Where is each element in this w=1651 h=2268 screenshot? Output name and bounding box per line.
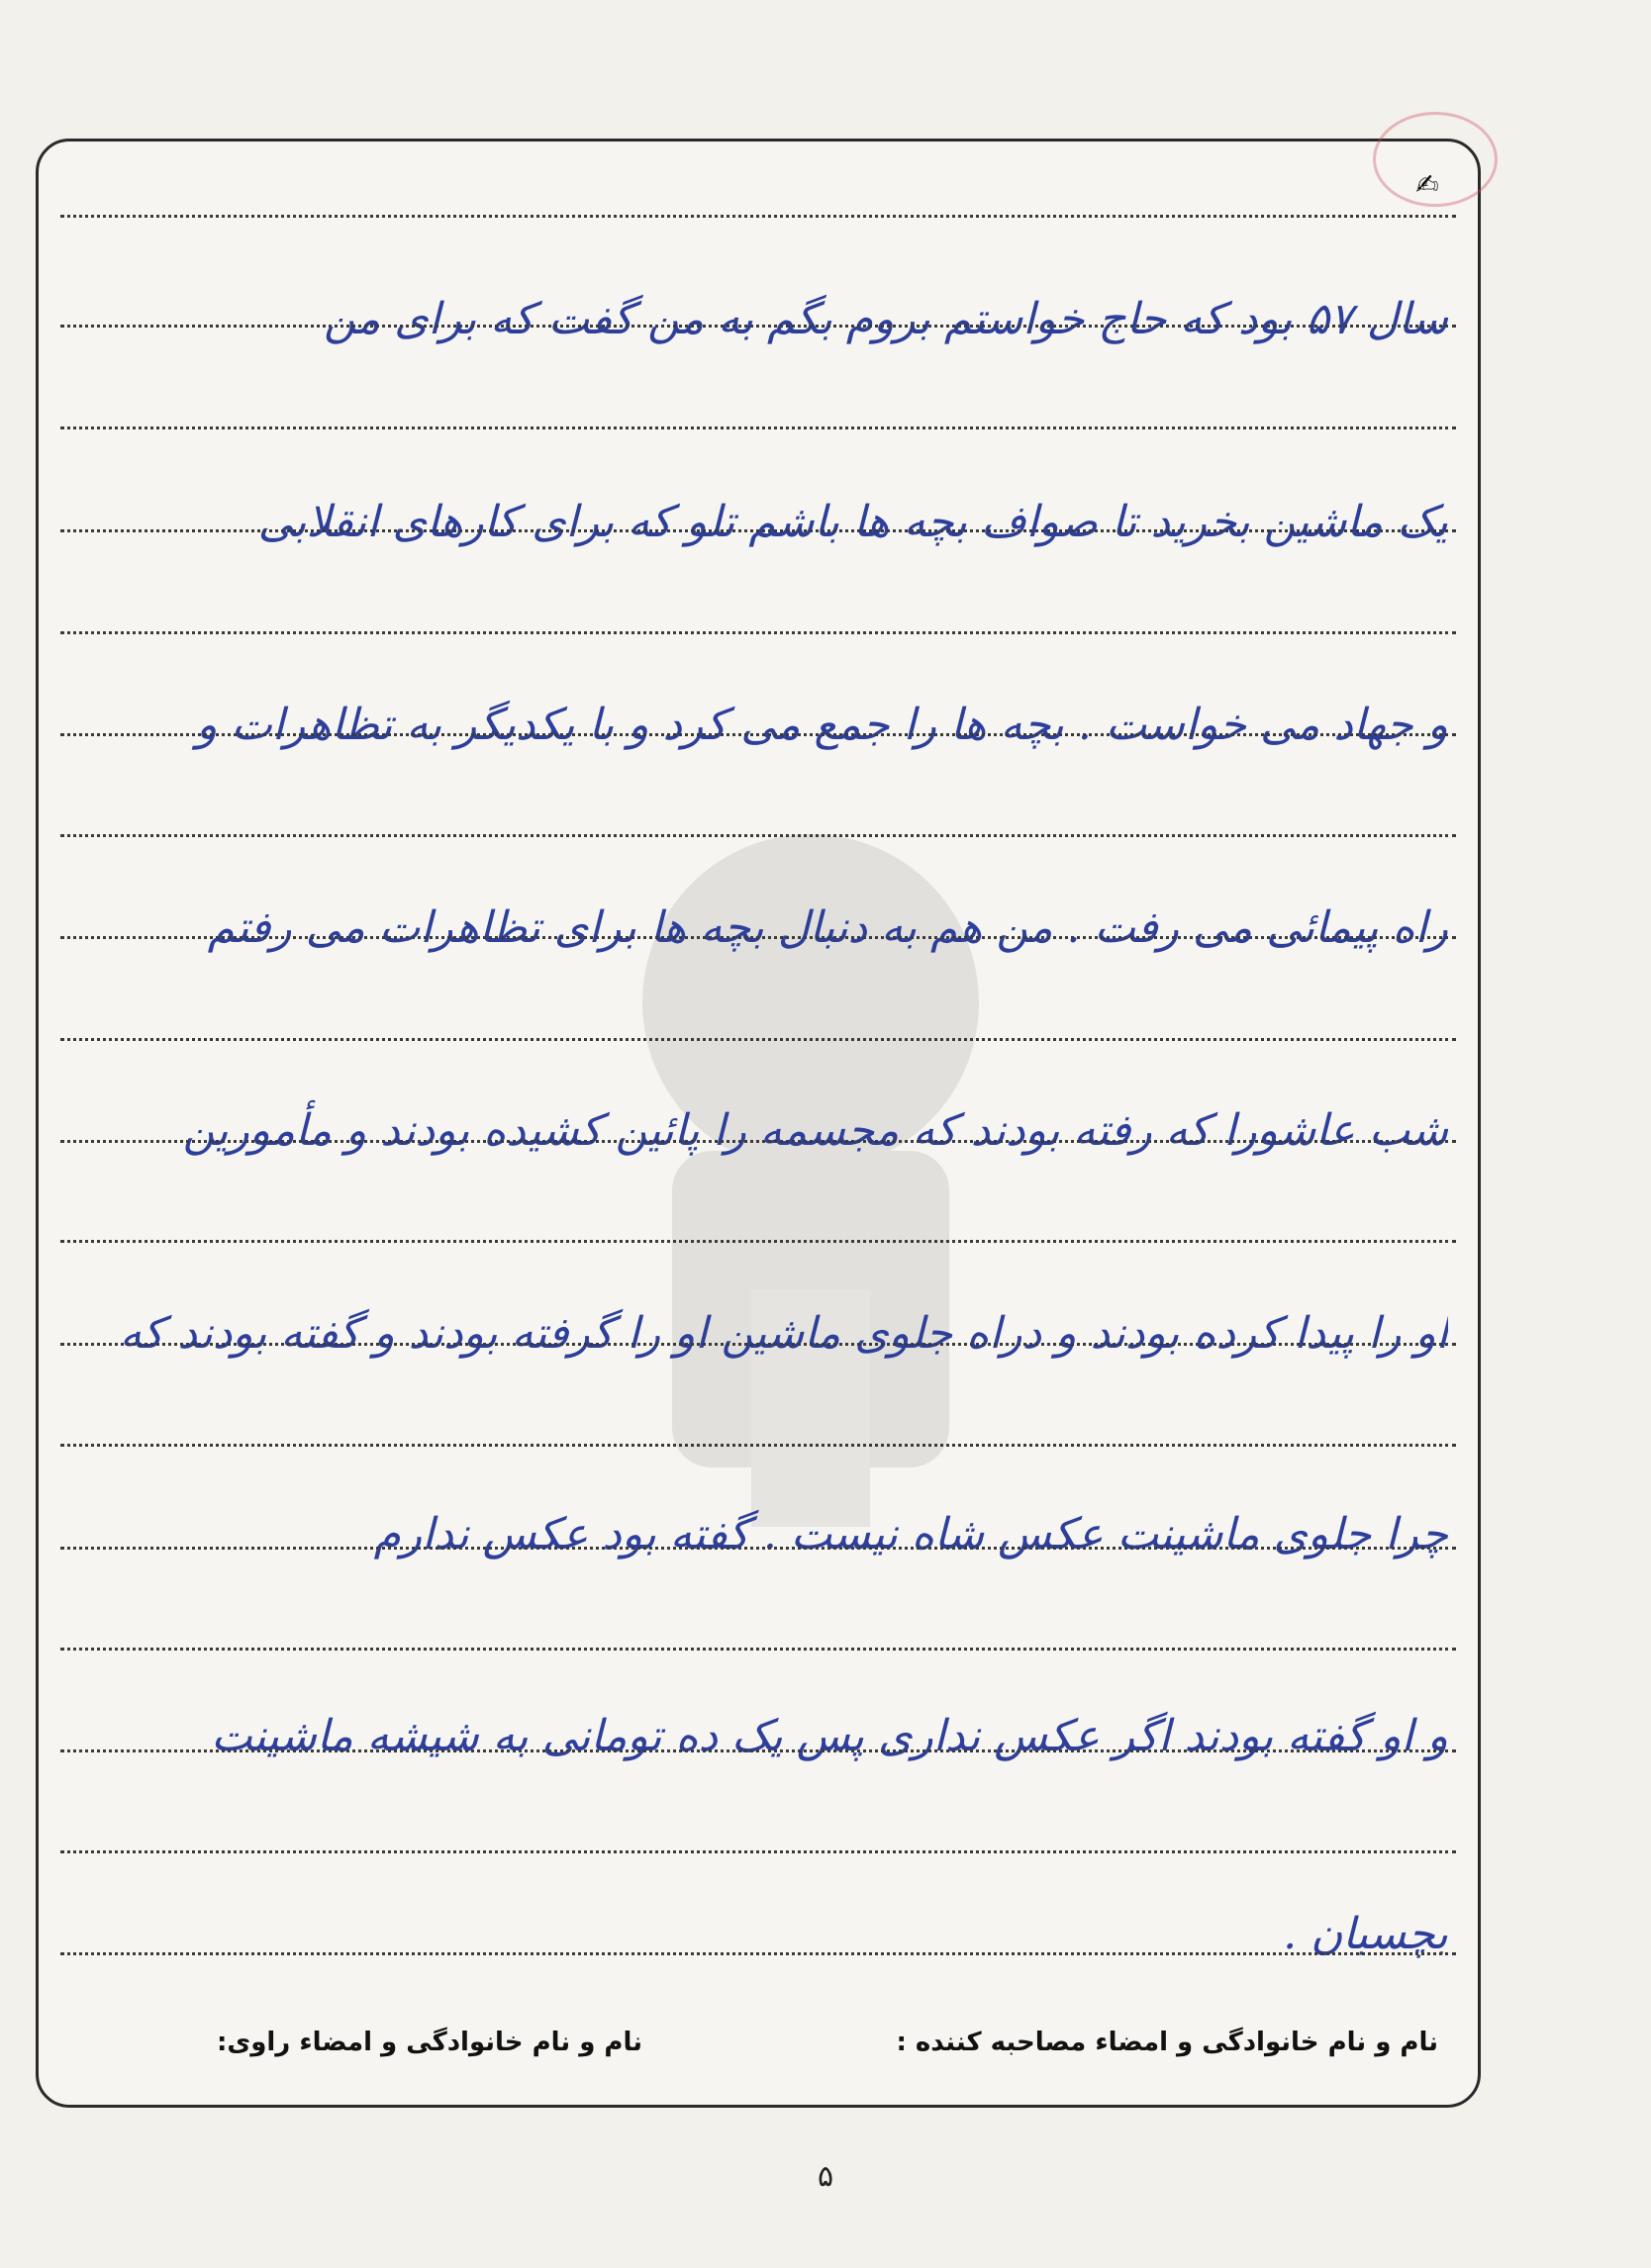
ruled-line (60, 631, 1456, 634)
handwritten-line: چرا جلوی ماشینت عکس شاه نیست . گفته بود عکس ندارم (373, 1509, 1448, 1559)
page-number: ۵ (817, 2159, 834, 2194)
ruled-line (60, 1240, 1456, 1243)
ruled-line (60, 733, 1456, 736)
ruled-line (60, 936, 1456, 939)
handwritten-line: یک ماشین بخرید تا صواف بچه ها باشم تلو که برای کارهای انقلابی (257, 497, 1448, 547)
ruled-line (60, 1648, 1456, 1651)
ruled-line (60, 1850, 1456, 1853)
ruled-line (60, 215, 1456, 218)
ruled-line (60, 529, 1456, 532)
handwritten-line: و او گفته بودند اگر عکس نداری پس یک ده تومانی به شیشه ماشینت (211, 1711, 1448, 1761)
ruled-line (60, 1140, 1456, 1143)
ruled-line (60, 1749, 1456, 1752)
page-frame (36, 139, 1481, 2108)
narrator-signature-label: نام و نام خانوادگی و امضاء راوی: (217, 2028, 642, 2057)
handwritten-line: راه پیمائی می رفت . من هم به دنبال بچه ها برای تظاهرات می رفتم (207, 902, 1448, 953)
ruled-line (60, 1444, 1456, 1447)
ruled-line (60, 1343, 1456, 1346)
ruled-lines (60, 142, 1456, 2105)
handwritten-line: او را پیدا کرده بودند و دراه جلوی ماشین او را گرفته بودند و گفته بودند که (119, 1308, 1448, 1359)
signature-footer (78, 2028, 1438, 2075)
handwritten-line: و جهاد می خواست . بچه ها را جمع می کرد و با یکدیگر به تظاهرات و (196, 700, 1448, 750)
pen-writing-icon: ✍ (1415, 168, 1439, 201)
interviewer-signature-label: نام و نام خانوادگی و امضاء مصاحبه کننده : (896, 2028, 1438, 2057)
handwritten-line: شب عاشورا که رفته بودند که مجسمه را پائین کشیده بودند و مأمورین (182, 1105, 1448, 1156)
handwritten-line: بچسبان . (1283, 1909, 1448, 1959)
ruled-line (60, 1547, 1456, 1550)
ruled-line (60, 1952, 1456, 1955)
handwritten-line: سال ۵۷ بود که حاج خواستم بروم بگم به من گفت که برای من (324, 294, 1448, 344)
ruled-line (60, 426, 1456, 429)
ruled-line (60, 325, 1456, 328)
ruled-line (60, 1038, 1456, 1041)
ruled-line (60, 834, 1456, 837)
